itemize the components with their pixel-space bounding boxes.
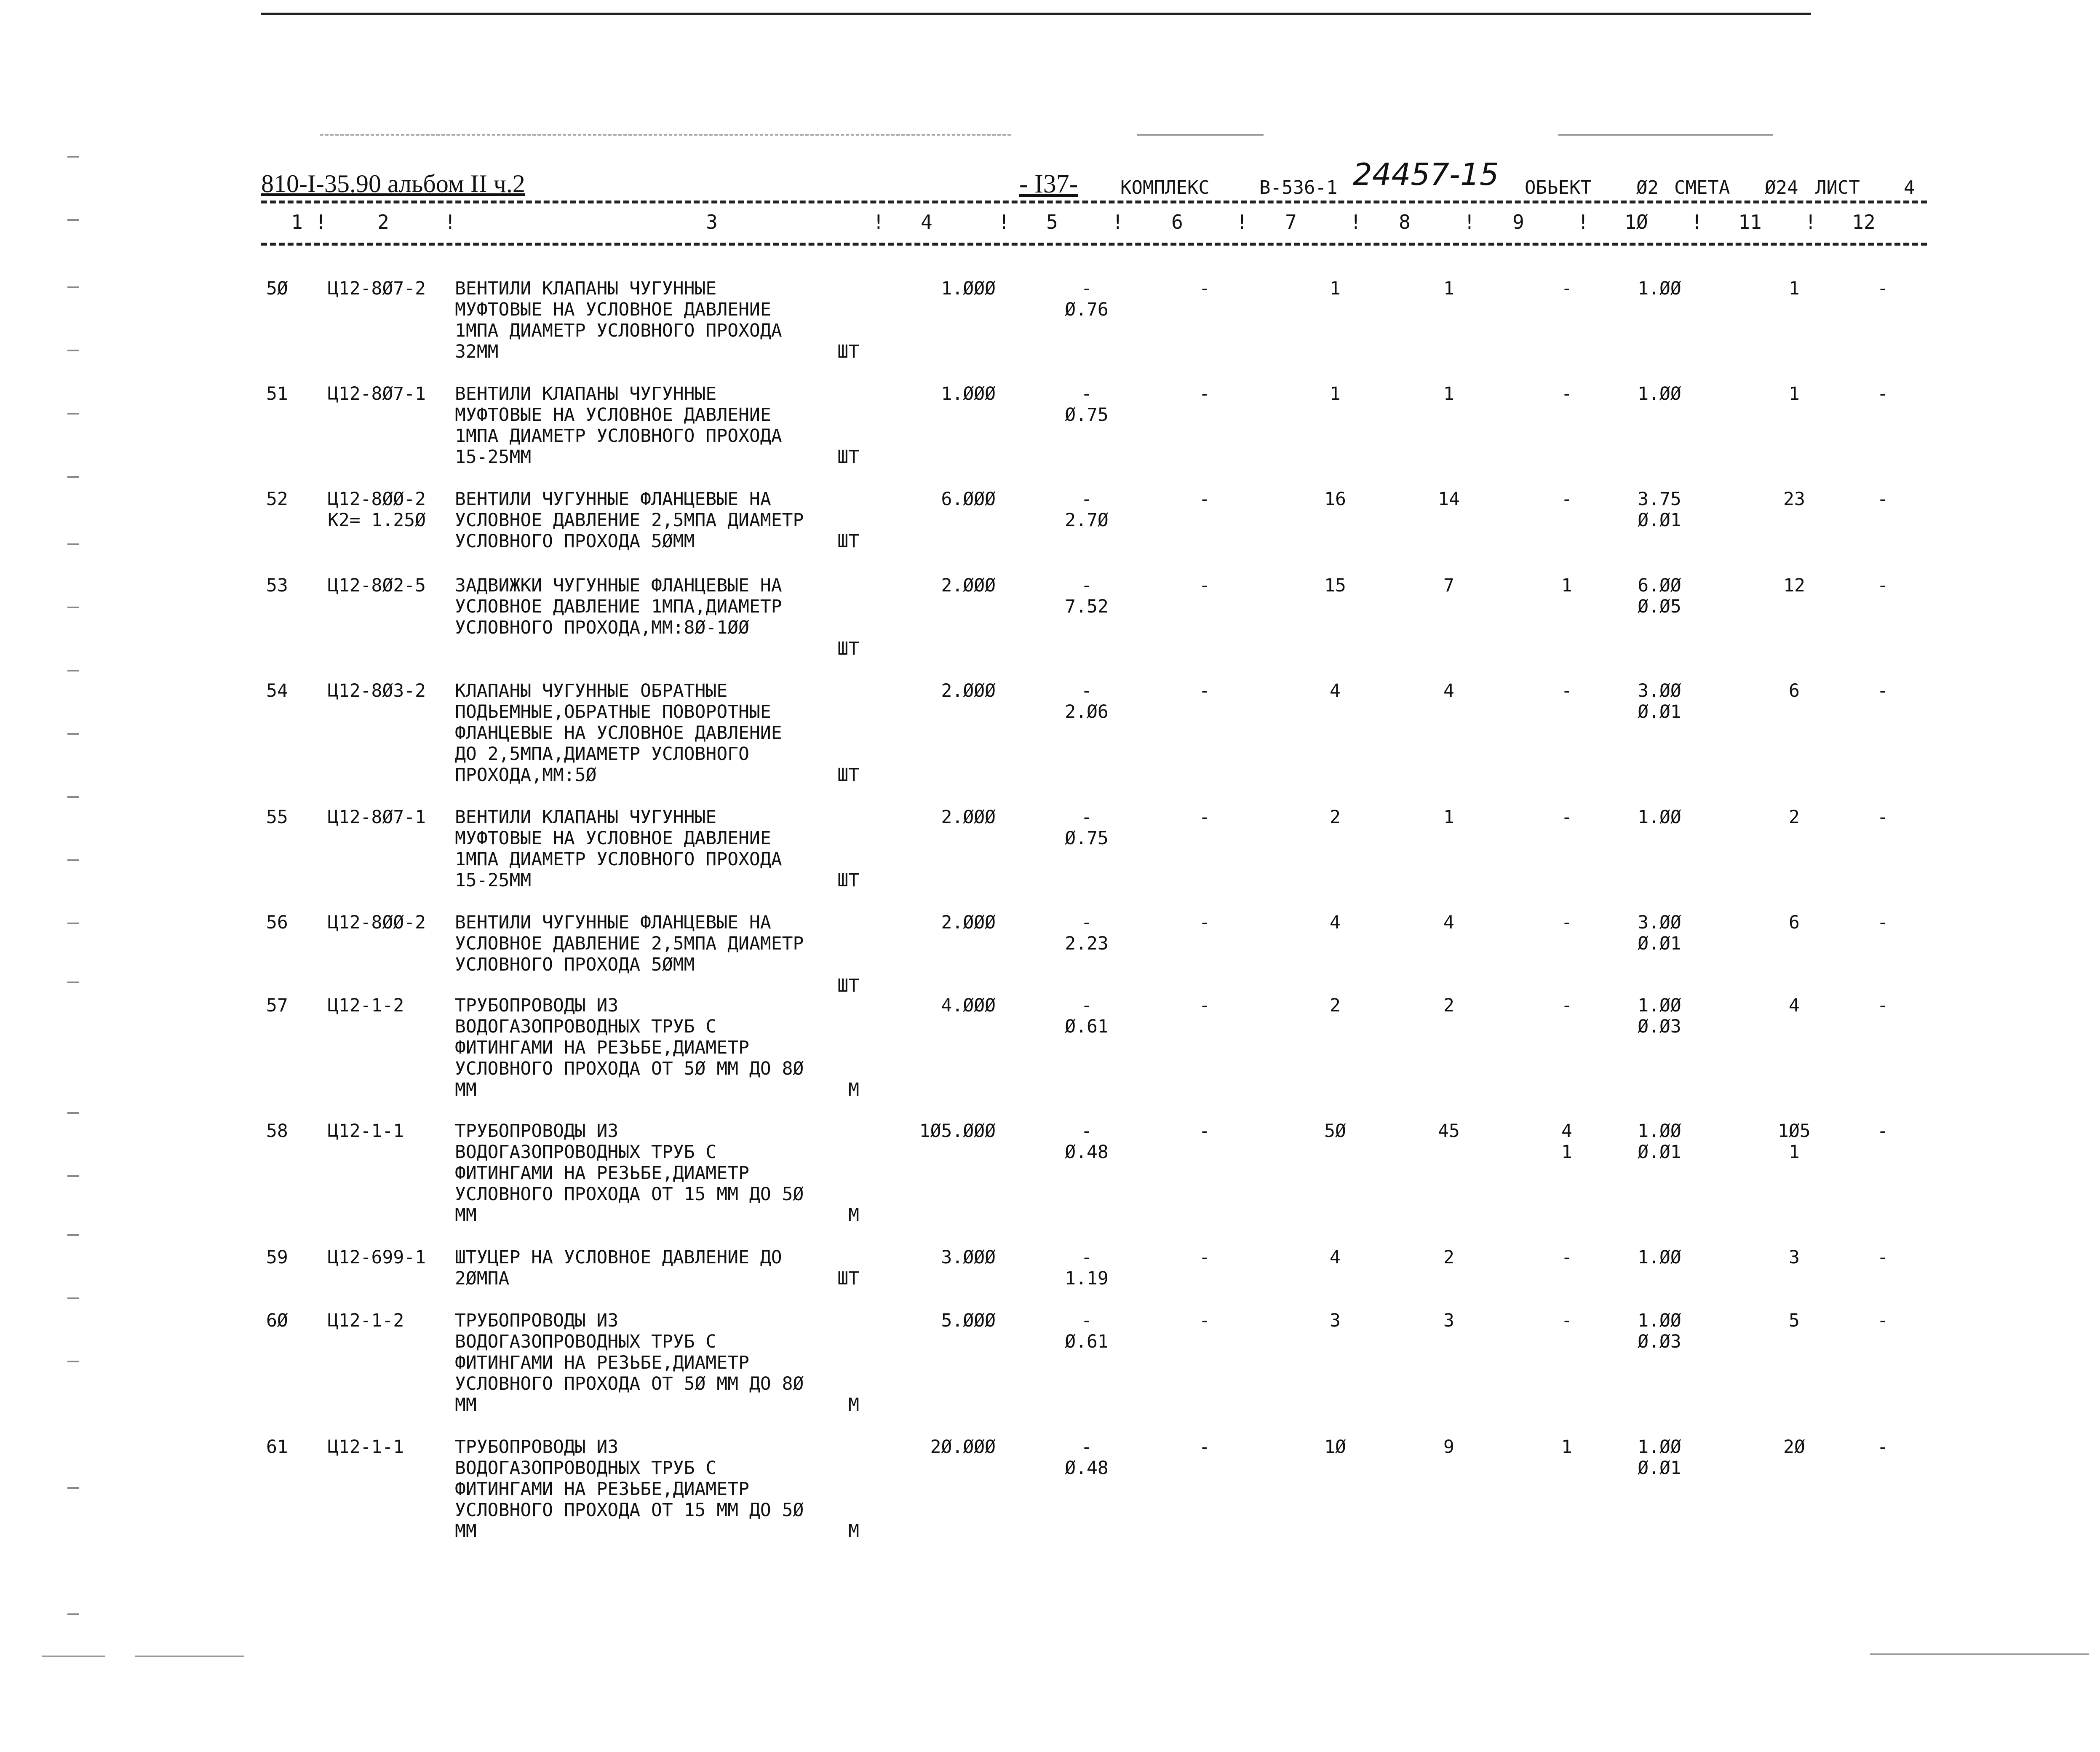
quantity: 6.ØØØ <box>941 489 996 510</box>
quantity: 1Ø5.ØØØ <box>919 1121 996 1142</box>
column-11-value: 1 <box>1789 383 1800 404</box>
column-12-value: - <box>1877 278 1888 299</box>
column-10-value: 1.ØØ <box>1638 1247 1681 1268</box>
row-number: 51 <box>266 383 288 404</box>
quantity: 3.ØØØ <box>941 1247 996 1268</box>
unit-of-measure: М <box>848 1079 859 1100</box>
top-faint-line-right <box>1558 134 1773 136</box>
scan-mark <box>67 1112 79 1114</box>
work-description: ТРУБОПРОВОДЫ ИЗ ВОДОГАЗОПРОВОДНЫХ ТРУБ С ФИТИНГАМИ НА РЕЗЬБЕ,ДИАМЕТР УСЛОВНОГО ПРОХОДА ОТ 15 ММ ДО 5Ø ММ <box>455 1121 804 1226</box>
column-11-value: 1Ø5 1 <box>1778 1121 1811 1163</box>
column-5-value: - Ø.61 <box>1065 1310 1109 1352</box>
scan-mark <box>67 286 79 288</box>
complex-label: КОМПЛЕКС <box>1120 177 1210 198</box>
column-10-value: 1.ØØ Ø.Ø3 <box>1638 1310 1681 1352</box>
work-description: ТРУБОПРОВОДЫ ИЗ ВОДОГАЗОПРОВОДНЫХ ТРУБ С ФИТИНГАМИ НА РЕЗЬБЕ,ДИАМЕТР УСЛОВНОГО ПРОХОДА ОТ 5Ø ММ ДО 8Ø ММ <box>455 995 804 1100</box>
column-number-7: 7 <box>1285 211 1297 233</box>
column-6-value: - <box>1199 383 1210 404</box>
column-number-1: 1 <box>291 211 303 233</box>
column-separator: ! <box>1112 211 1124 233</box>
work-description: КЛАПАНЫ ЧУГУННЫЕ ОБРАТНЫЕ ПОДЬЕМНЫЕ,ОБРАТНЫЕ ПОВОРОТНЫЕ ФЛАНЦЕВЫЕ НА УСЛОВНОЕ ДАВЛЕНИЕ ДО 2,5МПА,ДИАМЕТР УСЛОВНОГО ПРОХОДА,ММ:5Ø <box>455 680 782 786</box>
column-number-4: 4 <box>921 211 932 233</box>
column-10-value: 3.ØØ Ø.Ø1 <box>1638 912 1681 954</box>
row-number: 5Ø <box>266 278 288 299</box>
scan-mark <box>67 1234 79 1236</box>
column-number-5: 5 <box>1046 211 1058 233</box>
row-number: 52 <box>266 489 288 510</box>
row-number: 57 <box>266 995 288 1016</box>
column-number-6: 6 <box>1171 211 1183 233</box>
column-7-value: 1Ø <box>1324 1436 1346 1458</box>
column-6-value: - <box>1199 995 1210 1016</box>
price-code: Ц12-8Ø2-5 <box>328 575 426 596</box>
column-6-value: - <box>1199 680 1210 701</box>
column-7-value: 2 <box>1330 995 1341 1016</box>
work-description: ВЕНТИЛИ КЛАПАНЫ ЧУГУННЫЕ МУФТОВЫЕ НА УСЛОВНОЕ ДАВЛЕНИЕ 1МПА ДИАМЕТР УСЛОВНОГО ПРОХОДА 15-25ММ <box>455 807 782 891</box>
column-12-value: - <box>1877 912 1888 933</box>
column-6-value: - <box>1199 1436 1210 1458</box>
column-10-value: 1.ØØ Ø.Ø1 <box>1638 1121 1681 1163</box>
column-12-value: - <box>1877 1247 1888 1268</box>
column-number-12: 12 <box>1852 211 1876 233</box>
column-separator: ! <box>1577 211 1589 233</box>
column-5-value: - 7.52 <box>1065 575 1109 617</box>
price-code: Ц12-1-1 <box>328 1121 404 1142</box>
sheet-value: 4 <box>1904 177 1915 198</box>
column-5-value: - 2.23 <box>1065 912 1109 954</box>
scan-mark <box>67 923 79 924</box>
column-11-value: 5 <box>1789 1310 1800 1331</box>
quantity: 2.ØØØ <box>941 912 996 933</box>
column-7-value: 4 <box>1330 912 1341 933</box>
page-number: - I37- <box>1019 170 1078 198</box>
column-11-value: 2Ø <box>1783 1436 1805 1458</box>
column-8-value: 3 <box>1443 1310 1454 1331</box>
column-7-value: 1 <box>1330 383 1341 404</box>
column-7-value: 16 <box>1324 489 1346 510</box>
row-number: 55 <box>266 807 288 828</box>
row-number: 6Ø <box>266 1310 288 1331</box>
price-code: Ц12-8Ø7-1 <box>328 383 426 404</box>
row-number: 61 <box>266 1436 288 1458</box>
quantity: 2Ø.ØØØ <box>930 1436 996 1458</box>
album-title: 810-I-35.90 альбом II ч.2 <box>261 170 525 198</box>
column-12-value: - <box>1877 807 1888 828</box>
scan-mark <box>67 543 79 545</box>
column-5-value: - Ø.61 <box>1065 995 1109 1037</box>
column-9-value: 1 <box>1561 575 1572 596</box>
scan-mark <box>67 219 79 221</box>
bottom-faint-line-left <box>42 1656 105 1657</box>
scan-mark <box>67 982 79 983</box>
object-value: Ø2 <box>1636 177 1659 198</box>
row-number: 53 <box>266 575 288 596</box>
unit-of-measure: ШТ <box>837 1268 859 1289</box>
column-6-value: - <box>1199 1310 1210 1331</box>
column-8-value: 7 <box>1443 575 1454 596</box>
column-11-value: 12 <box>1783 575 1805 596</box>
price-code: Ц12-8Ø7-2 <box>328 278 426 299</box>
column-10-value: 1.ØØ Ø.Ø1 <box>1638 1436 1681 1479</box>
column-7-value: 2 <box>1330 807 1341 828</box>
column-separator: ! <box>998 211 1010 233</box>
column-10-value: 1.ØØ <box>1638 807 1681 828</box>
column-7-value: 4 <box>1330 680 1341 701</box>
scan-mark <box>67 607 79 608</box>
object-label: ОБЬЕКТ <box>1525 177 1592 198</box>
handwritten-number: 24457-15 <box>1353 157 1499 192</box>
column-separator: ! <box>315 211 327 233</box>
row-number: 59 <box>266 1247 288 1268</box>
column-6-value: - <box>1199 807 1210 828</box>
column-8-value: 14 <box>1438 489 1460 510</box>
column-separator: ! <box>1805 211 1817 233</box>
column-5-value: - Ø.76 <box>1065 278 1109 320</box>
scan-mark <box>67 670 79 671</box>
column-10-value: 1.ØØ <box>1638 383 1681 404</box>
row-number: 56 <box>266 912 288 933</box>
work-description: ВЕНТИЛИ КЛАПАНЫ ЧУГУННЫЕ МУФТОВЫЕ НА УСЛОВНОЕ ДАВЛЕНИЕ 1МПА ДИАМЕТР УСЛОВНОГО ПРОХОДА 15-25ММ <box>455 383 782 468</box>
quantity: 5.ØØØ <box>941 1310 996 1331</box>
estimate-label: СМЕТА <box>1674 177 1730 198</box>
column-8-value: 45 <box>1438 1121 1460 1142</box>
top-border-line <box>261 13 1811 15</box>
column-12-value: - <box>1877 489 1888 510</box>
column-8-value: 9 <box>1443 1436 1454 1458</box>
column-9-value: - <box>1561 680 1572 701</box>
work-description: ТРУБОПРОВОДЫ ИЗ ВОДОГАЗОПРОВОДНЫХ ТРУБ С ФИТИНГАМИ НА РЕЗЬБЕ,ДИАМЕТР УСЛОВНОГО ПРОХОДА ОТ 5Ø ММ ДО 8Ø ММ <box>455 1310 804 1415</box>
work-description: ЗАДВИЖКИ ЧУГУННЫЕ ФЛАНЦЕВЫЕ НА УСЛОВНОЕ ДАВЛЕНИЕ 1МПА,ДИАМЕТР УСЛОВНОГО ПРОХОДА,ММ:8Ø-1ØØ <box>455 575 782 638</box>
column-12-value: - <box>1877 1310 1888 1331</box>
work-description: ТРУБОПРОВОДЫ ИЗ ВОДОГАЗОПРОВОДНЫХ ТРУБ С ФИТИНГАМИ НА РЕЗЬБЕ,ДИАМЕТР УСЛОВНОГО ПРОХОДА ОТ 15 ММ ДО 5Ø ММ <box>455 1436 804 1542</box>
scan-mark <box>67 1361 79 1362</box>
scan-mark <box>67 350 79 351</box>
unit-of-measure: ШТ <box>837 975 859 996</box>
column-7-value: 5Ø <box>1324 1121 1346 1142</box>
column-8-value: 1 <box>1443 383 1454 404</box>
column-number-3: 3 <box>706 211 718 233</box>
column-6-value: - <box>1199 1121 1210 1142</box>
column-6-value: - <box>1199 489 1210 510</box>
column-number-11: 11 <box>1738 211 1762 233</box>
column-9-value: - <box>1561 383 1572 404</box>
scan-mark <box>67 1175 79 1177</box>
column-11-value: 3 <box>1789 1247 1800 1268</box>
column-6-value: - <box>1199 912 1210 933</box>
column-12-value: - <box>1877 1121 1888 1142</box>
column-11-value: 4 <box>1789 995 1800 1016</box>
column-12-value: - <box>1877 680 1888 701</box>
column-8-value: 1 <box>1443 807 1454 828</box>
column-12-value: - <box>1877 383 1888 404</box>
work-description: ВЕНТИЛИ КЛАПАНЫ ЧУГУННЫЕ МУФТОВЫЕ НА УСЛОВНОЕ ДАВЛЕНИЕ 1МПА ДИАМЕТР УСЛОВНОГО ПРОХОДА 32ММ <box>455 278 782 362</box>
work-description: ШТУЦЕР НА УСЛОВНОЕ ДАВЛЕНИЕ ДО 2ØМПА <box>455 1247 782 1289</box>
column-9-value: - <box>1561 278 1572 299</box>
header-separator-top <box>261 201 1927 203</box>
column-8-value: 1 <box>1443 278 1454 299</box>
scan-mark <box>67 1297 79 1299</box>
column-5-value: - Ø.75 <box>1065 383 1109 425</box>
unit-of-measure: М <box>848 1205 859 1226</box>
header-separator-bottom <box>261 243 1927 246</box>
column-5-value: - 2.7Ø <box>1065 489 1109 531</box>
column-12-value: - <box>1877 575 1888 596</box>
column-5-value: - 2.Ø6 <box>1065 680 1109 722</box>
column-9-value: - <box>1561 912 1572 933</box>
price-code: Ц12-1-1 <box>328 1436 404 1458</box>
column-6-value: - <box>1199 278 1210 299</box>
bottom-faint-line-right <box>1870 1653 2089 1655</box>
column-10-value: 3.75 Ø.Ø1 <box>1638 489 1681 531</box>
sheet-label: ЛИСТ <box>1815 177 1860 198</box>
column-number-9: 9 <box>1512 211 1524 233</box>
column-9-value: - <box>1561 489 1572 510</box>
column-8-value: 2 <box>1443 1247 1454 1268</box>
column-8-value: 4 <box>1443 912 1454 933</box>
quantity: 1.ØØØ <box>941 383 996 404</box>
column-7-value: 3 <box>1330 1310 1341 1331</box>
column-7-value: 4 <box>1330 1247 1341 1268</box>
estimate-value: Ø24 <box>1765 177 1798 198</box>
column-9-value: - <box>1561 807 1572 828</box>
price-code: Ц12-1-2 <box>328 995 404 1016</box>
complex-code: В-536-1 <box>1259 177 1338 198</box>
column-9-value: 1 <box>1561 1436 1572 1458</box>
scan-mark <box>67 156 79 158</box>
column-12-value: - <box>1877 1436 1888 1458</box>
price-code: Ц12-8ØØ-2 <box>328 912 426 933</box>
column-9-value: - <box>1561 995 1572 1016</box>
column-number-10: 1Ø <box>1624 211 1648 233</box>
column-separator: ! <box>444 211 456 233</box>
column-9-value: - <box>1561 1310 1572 1331</box>
unit-of-measure: М <box>848 1394 859 1415</box>
column-7-value: 15 <box>1324 575 1346 596</box>
price-code: Ц12-8Ø7-1 <box>328 807 426 828</box>
column-8-value: 2 <box>1443 995 1454 1016</box>
quantity: 2.ØØØ <box>941 680 996 701</box>
price-code: Ц12-8ØØ-2 К2= 1.25Ø <box>328 489 426 531</box>
scan-mark <box>67 733 79 735</box>
column-5-value: - Ø.75 <box>1065 807 1109 849</box>
column-9-value: - <box>1561 1247 1572 1268</box>
quantity: 2.ØØØ <box>941 807 996 828</box>
column-6-value: - <box>1199 575 1210 596</box>
column-separator: ! <box>873 211 884 233</box>
scan-mark <box>67 796 79 798</box>
price-code: Ц12-8Ø3-2 <box>328 680 426 701</box>
column-10-value: 1.ØØ Ø.Ø3 <box>1638 995 1681 1037</box>
column-separator: ! <box>1236 211 1248 233</box>
column-10-value: 1.ØØ <box>1638 278 1681 299</box>
row-number: 54 <box>266 680 288 701</box>
column-12-value: - <box>1877 995 1888 1016</box>
column-separator: ! <box>1691 211 1703 233</box>
unit-of-measure: ШТ <box>837 765 859 786</box>
column-11-value: 6 <box>1789 680 1800 701</box>
unit-of-measure: М <box>848 1521 859 1542</box>
quantity: 1.ØØØ <box>941 278 996 299</box>
column-5-value: - Ø.48 <box>1065 1436 1109 1479</box>
column-9-value: 4 1 <box>1561 1121 1572 1163</box>
column-11-value: 2 <box>1789 807 1800 828</box>
unit-of-measure: ШТ <box>837 341 859 362</box>
column-number-2: 2 <box>377 211 389 233</box>
column-11-value: 1 <box>1789 278 1800 299</box>
work-description: ВЕНТИЛИ ЧУГУННЫЕ ФЛАНЦЕВЫЕ НА УСЛОВНОЕ ДАВЛЕНИЕ 2,5МПА ДИАМЕТР УСЛОВНОГО ПРОХОДА 5ØММ <box>455 912 804 975</box>
unit-of-measure: ШТ <box>837 870 859 891</box>
column-5-value: - 1.19 <box>1065 1247 1109 1289</box>
column-11-value: 23 <box>1783 489 1805 510</box>
scan-mark <box>67 476 79 478</box>
work-description: ВЕНТИЛИ ЧУГУННЫЕ ФЛАНЦЕВЫЕ НА УСЛОВНОЕ ДАВЛЕНИЕ 2,5МПА ДИАМЕТР УСЛОВНОГО ПРОХОДА 5ØММ <box>455 489 804 552</box>
top-faint-line-mid <box>1137 134 1264 136</box>
column-6-value: - <box>1199 1247 1210 1268</box>
quantity: 2.ØØØ <box>941 575 996 596</box>
price-code: Ц12-699-1 <box>328 1247 426 1268</box>
quantity: 4.ØØØ <box>941 995 996 1016</box>
scan-mark <box>67 413 79 415</box>
top-faint-line-left <box>320 134 1011 136</box>
scan-mark <box>67 1613 79 1615</box>
column-separator: ! <box>1464 211 1475 233</box>
column-7-value: 1 <box>1330 278 1341 299</box>
column-11-value: 6 <box>1789 912 1800 933</box>
column-separator: ! <box>1350 211 1362 233</box>
row-number: 58 <box>266 1121 288 1142</box>
column-10-value: 6.ØØ Ø.Ø5 <box>1638 575 1681 617</box>
bottom-faint-line-left2 <box>135 1656 244 1657</box>
unit-of-measure: ШТ <box>837 531 859 552</box>
column-10-value: 3.ØØ Ø.Ø1 <box>1638 680 1681 722</box>
column-5-value: - Ø.48 <box>1065 1121 1109 1163</box>
scan-mark <box>67 1487 79 1489</box>
scan-mark <box>67 859 79 861</box>
price-code: Ц12-1-2 <box>328 1310 404 1331</box>
column-8-value: 4 <box>1443 680 1454 701</box>
unit-of-measure: ШТ <box>837 447 859 468</box>
column-number-8: 8 <box>1399 211 1411 233</box>
unit-of-measure: ШТ <box>837 638 859 659</box>
